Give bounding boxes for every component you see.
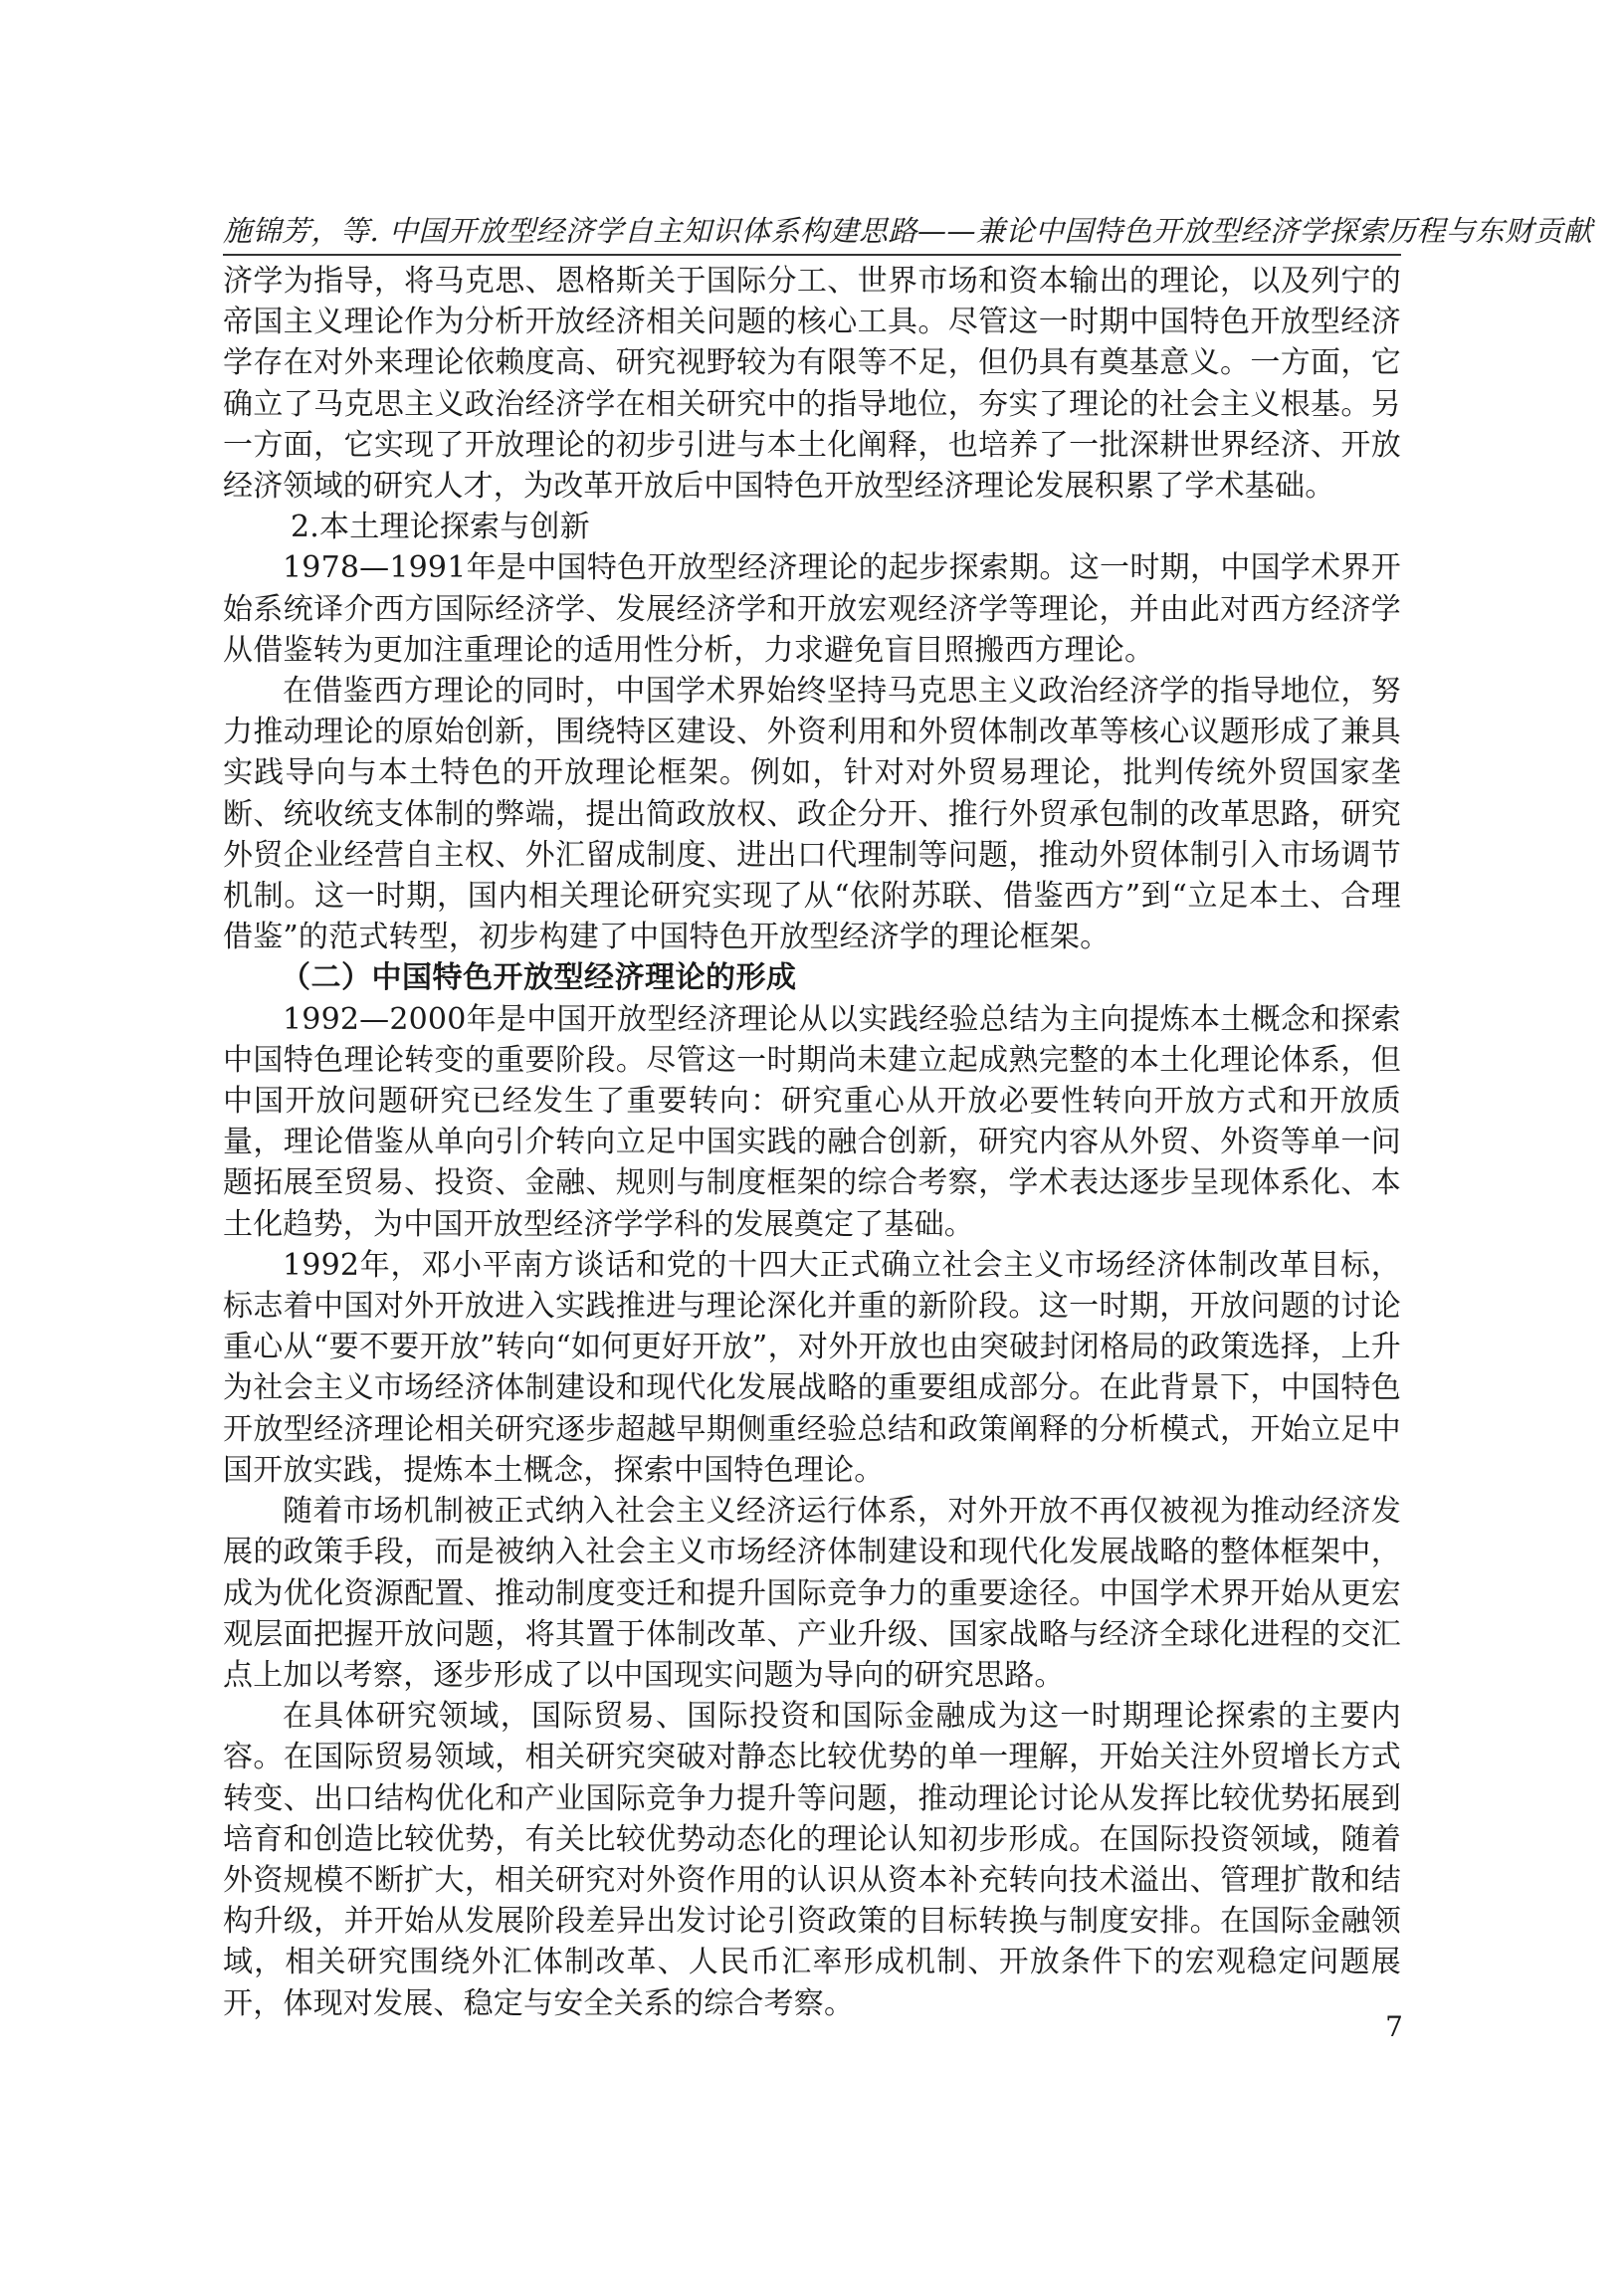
- paragraph: 随着市场机制被正式纳入社会主义经济运行体系，对外开放不再仅被视为推动经济发展的政策手段，而是被纳入社会主义市场经济体制建设和现代化发展战略的整体框架中，成为优化资源配置、推动制度变迁和提升国际竞争力的重要途径。中国学术界开始从更宏观层面把握开放问题，将其置于体制改革、产业升级、国家战略与经济全球化进程的交汇点上加以考察，逐步形成了以中国现实问题为导向的研究思路。: [223, 1494, 1401, 1693]
- subsection-heading: 2.本土理论探索与创新: [291, 510, 590, 545]
- paragraph: 1978—1991年是中国特色开放型经济理论的起步探索期。这一时期，中国学术界开始系统译介西方国际经济学、发展经济学和开放宏观经济学等理论，并由此对西方经济学从借鉴转为更加注重理论的适用性分析，力求避免盲目照搬西方理论。: [223, 550, 1401, 668]
- paragraph: 在具体研究领域，国际贸易、国际投资和国际金融成为这一时期理论探索的主要内容。在国际贸易领域，相关研究突破对静态比较优势的单一理解，开始关注外贸增长方式转变、出口结构优化和产业国际竞争力提升等问题，推动理论讨论从发挥比较优势拓展到培育和创造比较优势，有关比较优势动态化的理论认知初步形成。在国际投资领域，随着外资规模不断扩大，相关研究对外资作用的认识从资本补充转向技术溢出、管理扩散和结构升级，并开始从发展阶段差异出发讨论引资政策的目标转换与制度安排。在国际金融领域，相关研究围绕外汇体制改革、人民币汇率形成机制、开放条件下的宏观稳定问题展开，体现对发展、稳定与安全关系的综合考察。: [223, 1699, 1401, 2021]
- page-number: 7: [1385, 2010, 1403, 2043]
- header-rule: [223, 254, 1401, 256]
- running-header: 施锦芳，等. 中国开放型经济学自主知识体系构建思路——兼论中国特色开放型经济学探索历程与东财贡献: [223, 214, 1593, 248]
- section-heading: （二）中国特色开放型经济理论的形成: [281, 960, 797, 996]
- paragraph-continued: 济学为指导，将马克思、恩格斯关于国际分工、世界市场和资本输出的理论，以及列宁的帝国主义理论作为分析开放经济相关问题的核心工具。尽管这一时期中国特色开放型经济学存在对外来理论依赖度高、研究视野较为有限等不足，但仍具有奠基意义。一方面，它确立了马克思主义政治经济学在相关研究中的指导地位，夯实了理论的社会主义根基。另一方面，它实现了开放理论的初步引进与本土化阐释，也培养了一批深耕世界经济、开放经济领域的研究人才，为改革开放后中国特色开放型经济理论发展积累了学术基础。: [223, 264, 1401, 505]
- paragraph: 在借鉴西方理论的同时，中国学术界始终坚持马克思主义政治经济学的指导地位，努力推动理论的原始创新，围绕特区建设、外资利用和外贸体制改革等核心议题形成了兼具实践导向与本土特色的开放理论框架。例如，针对对外贸易理论，批判传统外贸国家垄断、统收统支体制的弊端，提出简政放权、政企分开、推行外贸承包制的改革思路，研究外贸企业经营自主权、外汇留成制度、进出口代理制等问题，推动外贸体制引入市场调节机制。这一时期，国内相关理论研究实现了从“依附苏联、借鉴西方”到“立足本土、合理借鉴”的范式转型，初步构建了中国特色开放型经济学的理论框架。: [223, 674, 1401, 955]
- paragraph: 1992—2000年是中国开放型经济理论从以实践经验总结为主向提炼本土概念和探索中国特色理论转变的重要阶段。尽管这一时期尚未建立起成熟完整的本土化理论体系，但中国开放问题研究已经发生了重要转向：研究重心从开放必要性转向开放方式和开放质量，理论借鉴从单向引介转向立足中国实践的融合创新，研究内容从外贸、外资等单一问题拓展至贸易、投资、金融、规则与制度框架的综合考察，学术表达逐步呈现体系化、本土化趋势，为中国开放型经济学学科的发展奠定了基础。: [223, 1001, 1401, 1242]
- article-body: [223, 261, 1401, 2024]
- paragraph: 1992年，邓小平南方谈话和党的十四大正式确立社会主义市场经济体制改革目标，标志着中国对外开放进入实践推进与理论深化并重的新阶段。这一时期，开放问题的讨论重心从“要不要开放”转向“如何更好开放”，对外开放也由突破封闭格局的政策选择，上升为社会主义市场经济体制建设和现代化发展战略的重要组成部分。在此背景下，中国特色开放型经济理论相关研究逐步超越早期侧重经验总结和政策阐释的分析模式，开始立足中国开放实践，提炼本土概念，探索中国特色理论。: [223, 1247, 1401, 1488]
